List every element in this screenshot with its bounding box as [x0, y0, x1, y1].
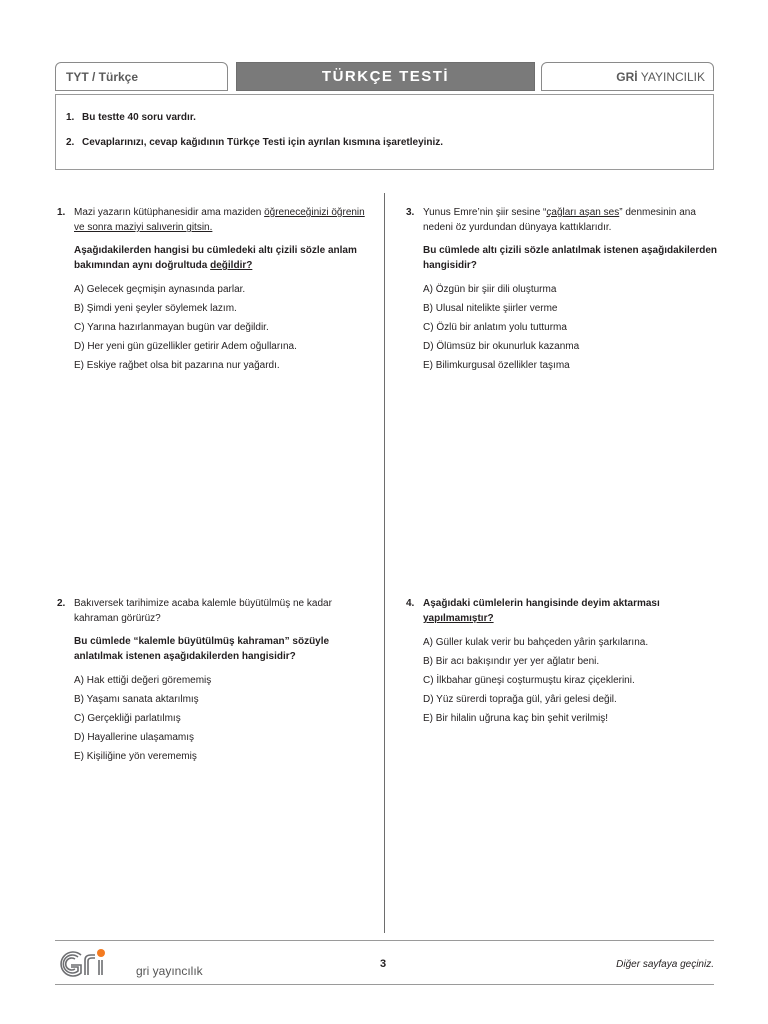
option-e[interactable]: E) Eskiye rağbet olsa bit pazarına nur yağardı. [74, 360, 280, 371]
column-divider [384, 193, 385, 933]
options-list [423, 635, 717, 730]
option-b[interactable]: B) Şimdi yeni şeyler söylemek lazım. [74, 303, 237, 314]
page-number: 3 [380, 958, 387, 970]
question-1 [57, 205, 368, 377]
question-stem [74, 596, 368, 626]
question-4 [406, 596, 717, 730]
option-b[interactable]: B) Ulusal nitelikte şiirler verme [423, 303, 558, 314]
header-title-box [236, 62, 535, 91]
option-b[interactable]: B) Bir acı bakışındır yer yer ağlatır beni. [423, 656, 600, 667]
options-list [423, 282, 717, 377]
stem-underlined: öğreneceğinizi öğrenin ve sonra maziyi salıverin gitsin. [74, 207, 365, 233]
prompt-text: Bu cümlede “kalemle büyütülmüş kahraman” sözüyle anlatılmak istenen aşağıdakilerden hangisidir? [74, 636, 330, 662]
header-subject-box [55, 62, 228, 91]
stem-text: Yunus Emre’nin şiir sesine “ [423, 207, 547, 218]
instruction-item [66, 137, 443, 148]
question-stem [74, 205, 368, 235]
option-b[interactable]: B) Yaşamı sanata aktarılmış [74, 694, 199, 705]
option-e[interactable]: E) Bilimkurgusal özellikler taşıma [423, 360, 570, 371]
subject-label: TYT / Türkçe [66, 70, 139, 84]
prompt-text: Bu cümlede altı çizili sözle anlatılmak istenen aşağıdakilerden hangisidir? [423, 245, 717, 271]
option-d[interactable]: D) Yüz sürerdi toprağa gül, yâri gelesi değil. [423, 694, 617, 705]
instruction-number: 1. [66, 112, 75, 123]
prompt-underlined: yapılmamıştır? [423, 613, 494, 624]
option-d[interactable]: D) Hayallerine ulaşamamış [74, 732, 195, 743]
question-number: 2. [57, 598, 66, 609]
publisher-bold: GRİ [616, 70, 638, 84]
option-c[interactable]: C) Özlü bir anlatım yolu tutturma [423, 322, 567, 333]
question-stem [423, 205, 717, 235]
options-list [74, 673, 368, 768]
gri-logo-icon [55, 944, 133, 982]
option-c[interactable]: C) İlkbahar güneşi coşturmuştu kiraz çiçeklerini. [423, 675, 635, 686]
option-a[interactable]: A) Gelecek geçmişin aynasında parlar. [74, 284, 246, 295]
option-a[interactable]: A) Güller kulak verir bu bahçeden yârin şarkılarına. [423, 637, 649, 648]
publisher-label [616, 70, 705, 84]
options-list [74, 282, 368, 377]
question-2 [57, 596, 368, 768]
instruction-text: Cevaplarınızı, cevap kağıdının Türkçe Testi için ayrılan kısmına işaretleyiniz. [82, 137, 444, 148]
question-prompt [74, 243, 368, 273]
question-3 [406, 205, 717, 377]
question-prompt [74, 634, 368, 664]
question-prompt [423, 243, 717, 273]
question-number: 4. [406, 598, 415, 609]
header-publisher-box [541, 62, 714, 91]
option-e[interactable]: E) Bir hilalin uğruna kaç bin şehit verilmiş! [423, 713, 609, 724]
option-a[interactable]: A) Hak ettiği değeri görememiş [74, 675, 212, 686]
stem-text: Bakıversek tarihimize acaba kalemle büyütülmüş ne kadar kahraman görürüz? [74, 598, 332, 624]
publisher-rest: YAYINCILIK [637, 70, 705, 84]
question-prompt [423, 596, 717, 626]
question-number: 3. [406, 207, 415, 218]
option-c[interactable]: C) Yarına hazırlanmayan bugün var değildir. [74, 322, 269, 333]
test-title: TÜRKÇE TESTİ [321, 68, 450, 85]
next-page-note: Diğer sayfaya geçiniz. [616, 959, 714, 970]
instruction-item [66, 112, 196, 123]
option-a[interactable]: A) Özgün bir şiir dili oluşturma [423, 284, 557, 295]
footer-top-rule [55, 940, 714, 941]
stem-text-end: ” denmesinin ana nedeni öz yurdundan dünyaya kattıklarıdır. [423, 207, 696, 233]
option-d[interactable]: D) Her yeni gün güzellikler getirir Adem oğullarına. [74, 341, 297, 352]
instruction-text: Bu testte 40 soru vardır. [82, 112, 196, 123]
footer-bottom-rule [55, 984, 714, 985]
prompt-underlined: değildir? [210, 260, 253, 271]
option-d[interactable]: D) Ölümsüz bir okunurluk kazanma [423, 341, 580, 352]
question-number: 1. [57, 207, 66, 218]
option-e[interactable]: E) Kişiliğine yön verememiş [74, 751, 197, 762]
stem-text: Mazi yazarın kütüphanesidir ama maziden [74, 207, 265, 218]
stem-underlined: çağları aşan ses [546, 207, 620, 218]
prompt-text: Aşağıdakilerden hangisi bu cümledeki altı çizili sözle anlam bakımından aynı doğrultuda [74, 245, 357, 271]
instructions-box [55, 94, 714, 170]
footer-brand: gri yayıncılık [136, 964, 203, 978]
instruction-number: 2. [66, 137, 75, 148]
option-c[interactable]: C) Gerçekliği parlatılmış [74, 713, 181, 724]
prompt-text: Aşağıdaki cümlelerin hangisinde deyim aktarması [423, 598, 660, 609]
